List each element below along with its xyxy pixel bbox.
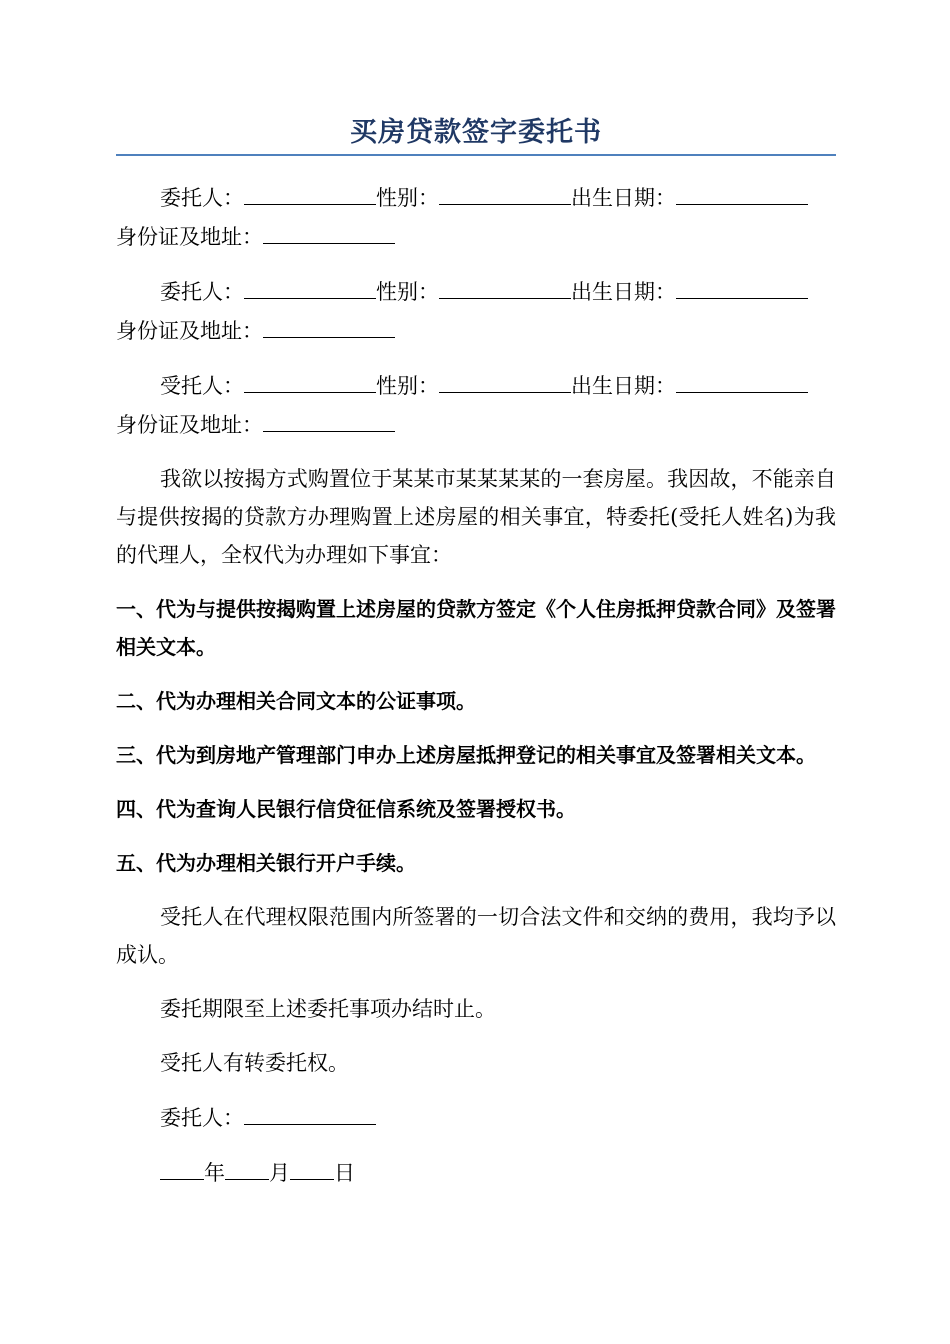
item-5: 五、代为办理相关银行开户手续。 bbox=[116, 851, 416, 875]
party1-gender-label: 性别： bbox=[376, 186, 439, 210]
party1-gender-blank bbox=[439, 178, 571, 205]
signature-label: 委托人： bbox=[160, 1106, 244, 1130]
party1-id-blank bbox=[263, 217, 395, 244]
item-1: 一、代为与提供按揭购置上述房屋的贷款方签定《个人住房抵押贷款合同》及签署相关文本。 bbox=[116, 597, 836, 659]
item-2: 二、代为办理相关合同文本的公证事项。 bbox=[116, 689, 476, 713]
party2-label: 委托人： bbox=[160, 280, 244, 304]
party2-line bbox=[116, 272, 836, 311]
day-blank bbox=[290, 1153, 334, 1180]
document-title: 买房贷款签字委托书 bbox=[350, 117, 602, 148]
party2-id-line bbox=[116, 311, 836, 350]
party2-gender-label: 性别： bbox=[376, 280, 439, 304]
party2-id-blank bbox=[263, 311, 395, 338]
party1-id-label: 身份证及地址： bbox=[116, 225, 263, 249]
party3-gender-label: 性别： bbox=[376, 374, 439, 398]
party3-id-label: 身份证及地址： bbox=[116, 413, 263, 437]
date-line bbox=[116, 1153, 836, 1192]
party3-line bbox=[116, 366, 836, 405]
party2-birth-blank bbox=[676, 272, 808, 299]
party1-birth-label: 出生日期： bbox=[571, 186, 676, 210]
item-3: 三、代为到房地产管理部门申办上述房屋抵押登记的相关事宜及签署相关文本。 bbox=[116, 743, 816, 767]
party1-id-line bbox=[116, 217, 836, 256]
month-blank bbox=[225, 1153, 269, 1180]
party1-line bbox=[116, 178, 836, 217]
signature-blank bbox=[244, 1098, 376, 1125]
subdelegate-paragraph: 受托人有转委托权。 bbox=[160, 1051, 349, 1075]
intro-paragraph: 我欲以按揭方式购置位于某某市某某某某的一套房屋。我因故，不能亲自与提供按揭的贷款方办理购置上述房屋的相关事宜，特委托(受托人姓名)为我的代理人，全权代为办理如下事宜： bbox=[116, 467, 836, 567]
party2-name-blank bbox=[244, 272, 376, 299]
year-blank bbox=[160, 1153, 204, 1180]
year-label: 年 bbox=[204, 1161, 225, 1185]
item-4: 四、代为查询人民银行信贷征信系统及签署授权书。 bbox=[116, 797, 576, 821]
party3-birth-blank bbox=[676, 366, 808, 393]
party3-gender-blank bbox=[439, 366, 571, 393]
party3-name-blank bbox=[244, 366, 376, 393]
month-label: 月 bbox=[269, 1161, 290, 1185]
party3-id-line bbox=[116, 405, 836, 444]
party1-label: 委托人： bbox=[160, 186, 244, 210]
party3-label: 受托人： bbox=[160, 374, 244, 398]
party3-id-blank bbox=[263, 405, 395, 432]
document-body bbox=[116, 108, 836, 1192]
signature-line bbox=[116, 1098, 836, 1137]
acknowledge-paragraph: 受托人在代理权限范围内所签署的一切合法文件和交纳的费用，我均予以成认。 bbox=[116, 905, 836, 967]
day-label: 日 bbox=[334, 1161, 355, 1185]
party3-birth-label: 出生日期： bbox=[571, 374, 676, 398]
term-paragraph: 委托期限至上述委托事项办结时止。 bbox=[160, 997, 496, 1021]
party2-gender-blank bbox=[439, 272, 571, 299]
party1-birth-blank bbox=[676, 178, 808, 205]
party2-id-label: 身份证及地址： bbox=[116, 319, 263, 343]
party2-birth-label: 出生日期： bbox=[571, 280, 676, 304]
party1-name-blank bbox=[244, 178, 376, 205]
